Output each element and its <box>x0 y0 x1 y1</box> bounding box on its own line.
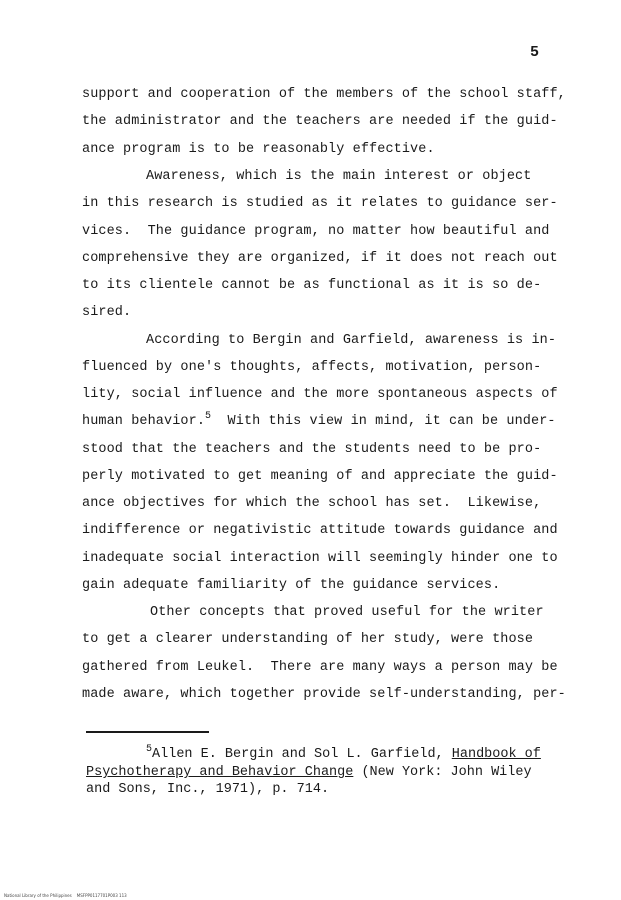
text-line: to its clientele cannot be as functional as it is so de- <box>82 278 542 293</box>
text-line: According to Bergin and Garfield, awareness is in- <box>146 333 557 348</box>
text-line: sired. <box>82 305 132 320</box>
text-line: to get a clearer understanding of her study, were those <box>82 632 534 647</box>
footnote-line <box>86 765 532 780</box>
text-line: Awareness, which is the main interest or object <box>146 169 532 184</box>
footnote-book-title: Psychotherapy and Behavior Change <box>86 765 354 780</box>
text-line: stood that the teachers and the students need to be pro- <box>82 442 542 457</box>
text-fragment: With this view in mind, it can be under- <box>211 414 556 429</box>
footnote-publisher: (New York: John Wiley <box>353 765 532 780</box>
text-line: made aware, which together provide self-understanding, per- <box>82 687 566 702</box>
text-line: in this research is studied as it relates to guidance ser- <box>82 196 558 211</box>
text-line <box>82 411 556 429</box>
footnote-line: and Sons, Inc., 1971), p. 714. <box>86 782 330 797</box>
text-line: perly motivated to get meaning of and appreciate the guid- <box>82 469 558 484</box>
text-line: indifference or negativistic attitude towards guidance and <box>82 523 558 538</box>
text-line: gain adequate familiarity of the guidance services. <box>82 578 501 593</box>
text-line: vices. The guidance program, no matter how beautiful and <box>82 224 550 239</box>
footnote-authors: Allen E. Bergin and Sol L. Garfield, <box>152 747 452 762</box>
text-line: ance objectives for which the school has set. Likewise, <box>82 496 542 511</box>
footnote-reference: 5 <box>205 411 212 422</box>
footnote-marker: 5 <box>146 744 153 755</box>
text-line: comprehensive they are organized, if it does not reach out <box>82 251 558 266</box>
text-line: gathered from Leukel. There are many ways a person may be <box>82 660 558 675</box>
text-line: ance program is to be reasonably effective. <box>82 142 435 157</box>
text-line: the administrator and the teachers are needed if the guid- <box>82 114 558 129</box>
footnote-book-title: Handbook of <box>451 747 541 762</box>
text-fragment: human behavior. <box>82 414 206 429</box>
page-number: 5 <box>530 44 540 61</box>
text-line: support and cooperation of the members of the school staff, <box>82 87 566 102</box>
footnote-line <box>146 744 541 762</box>
text-line: inadequate social interaction will seemingly hinder one to <box>82 551 558 566</box>
footnote-divider <box>86 731 209 733</box>
archive-footer: National Library of the Philippines MSFPP0117701P003 113 <box>4 893 127 898</box>
text-line: lity, social influence and the more spontaneous aspects of <box>82 387 558 402</box>
text-line: fluenced by one's thoughts, affects, motivation, person- <box>82 360 542 375</box>
text-line: Other concepts that proved useful for the writer <box>150 605 544 620</box>
